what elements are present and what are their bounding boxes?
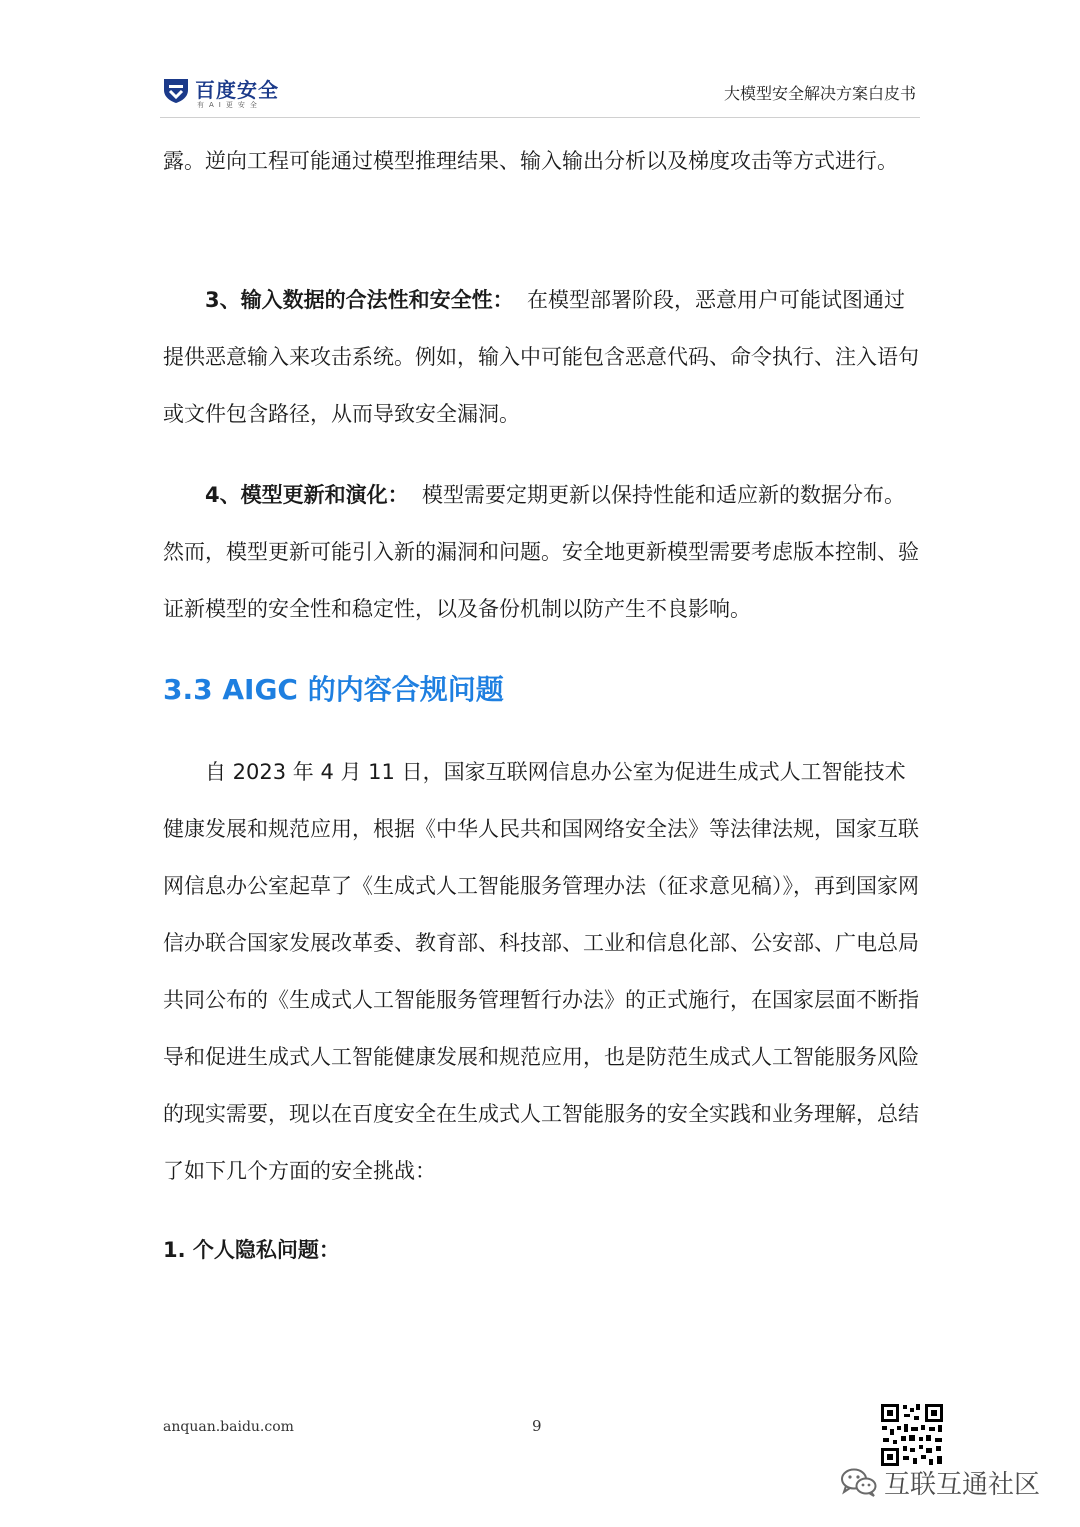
paragraph-reverse-engineering: 露。逆向工程可能通过模型推理结果、输入输出分析以及梯度攻击等方式进行。 [163,149,898,173]
logo-text: 百度安全 [195,78,279,102]
page-number: 9 [532,1417,542,1435]
item-3-title: 3、输入数据的合法性和安全性： [205,288,514,312]
header-divider [160,117,920,118]
paragraph-item-4 [163,467,923,638]
item-4-text: 模型需要定期更新以保持性能和适应新的数据分布。然而，模型更新可能引入新的漏洞和问题。安全地更新模型需要考虑版本控制、验证新模型的安全性和稳定性，以及备份机制以防产生不良影响。 [163,483,919,621]
item-4-title: 4、模型更新和演化： [205,483,409,507]
section-heading: 3.3 AIGC 的内容合规问题 [163,673,504,706]
item-3-text: 在模型部署阶段，恶意用户可能试图通过提供恶意输入来攻击系统。例如，输入中可能包含恶意代码、命令执行、注入语句或文件包含路径，从而导致安全漏洞。 [163,288,919,426]
baidu-security-shield-icon [162,76,190,104]
watermark [840,1462,1070,1502]
paragraph-item-3 [163,272,923,443]
baidu-security-logo [160,72,300,112]
logo-tagline: 有AI更安全 [197,101,262,109]
paragraph-aigc-regulation: 自 2023 年 4 月 11 日，国家互联网信息办公室为促进生成式人工智能技术健康发展和规范应用，根据《中华人民共和国网络安全法》等法律法规，国家互联网信息办公室起草了《生成式人工智能服务管理办法（征求意见稿）》，再到国家网信办联合国家发展改革委、教育部、科技部、工业和信息化部、公安部、广电总局共同公布的《生成式人工智能服务管理暂行办法》的正式施行，在国家层面不断指导和促进生成式人工智能健康发展和规范应用，也是防范生成式人工智能服务风险的现实需要，现以在百度安全在生成式人工智能服务的安全实践和业务理解，总结了如下几个方面的安全挑战： [163,760,919,1183]
footer-url: anquan.baidu.com [163,1419,294,1435]
page-header [0,0,1080,120]
subheading-personal-privacy: 1. 个人隐私问题： [163,1238,340,1262]
document-title: 大模型安全解决方案白皮书 [723,84,916,103]
qr-code-icon [879,1402,945,1468]
wechat-icon [840,1467,878,1497]
watermark-text: 互联互通社区 [884,1470,1041,1500]
